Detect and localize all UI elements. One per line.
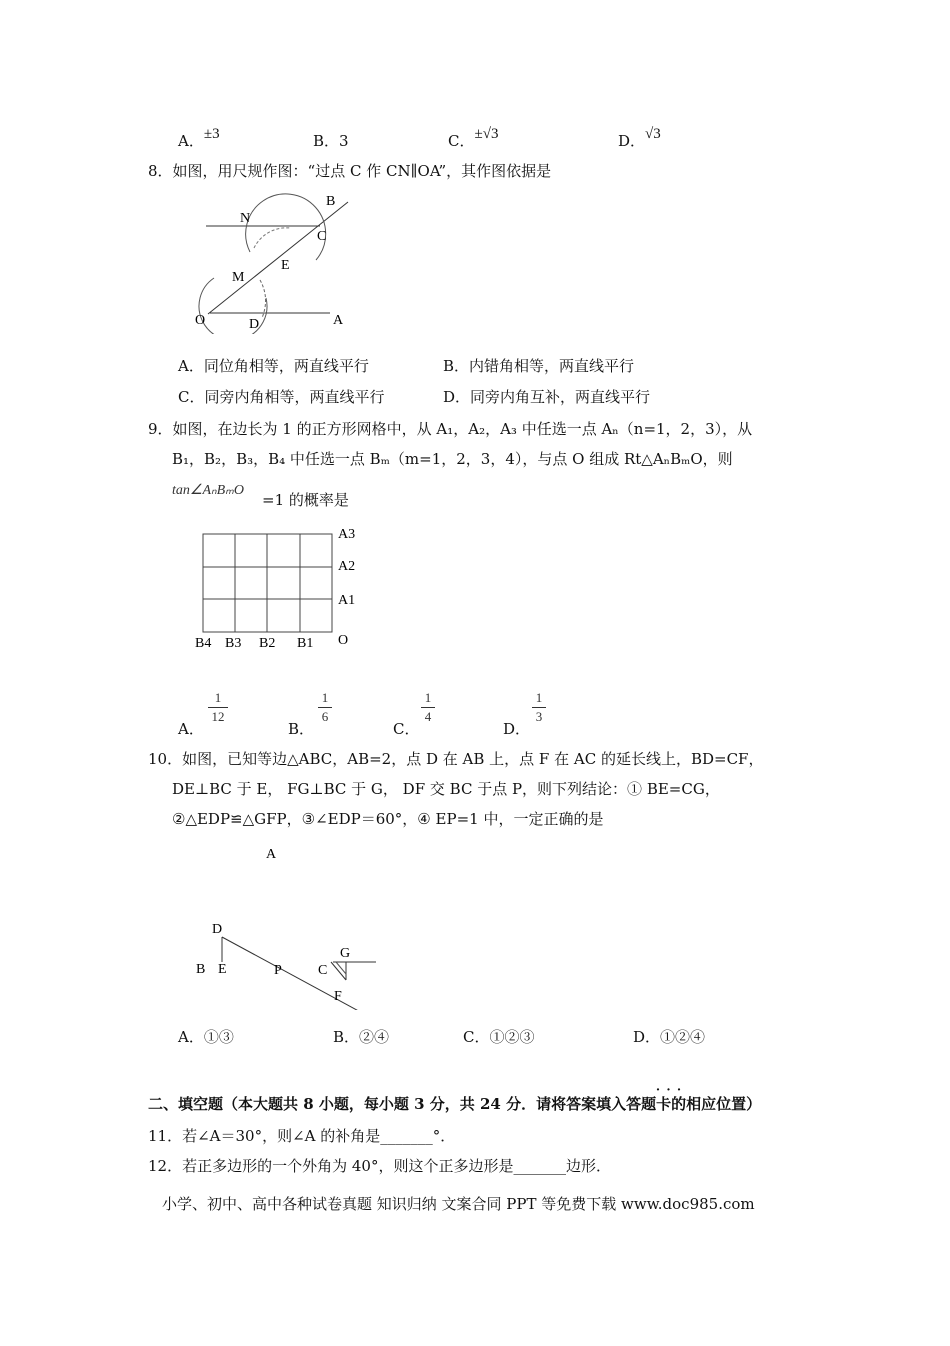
label-c: C	[318, 963, 328, 978]
label-b: B	[196, 962, 206, 977]
q10-option-a: A．①③	[178, 1028, 234, 1046]
q9-line-3: =1 的概率是	[262, 491, 349, 509]
q7-option-a-label: A．	[178, 132, 204, 150]
q8-option-c: C．同旁内角相等，两直线平行	[178, 388, 385, 406]
q10-line-2: DE⊥BC 于 E， FG⊥BC 于 G， DF 交 BC 于点 P，则下列结论：① BE=CG，	[172, 780, 720, 798]
q7-option-c-value: ±√3	[474, 126, 499, 142]
label-a: A	[266, 847, 277, 862]
q9-option-b-fraction	[318, 690, 332, 725]
label-g: G	[340, 946, 351, 961]
arc-d	[260, 280, 266, 318]
q9-option-c-fraction	[421, 690, 435, 725]
label-c: C	[317, 229, 327, 244]
q8-option-d: D．同旁内角互补，两直线平行	[443, 388, 651, 406]
arc-e	[254, 228, 290, 248]
q7-option-c	[448, 126, 499, 151]
q7-option-d-label: D．	[618, 132, 646, 150]
q7-option-d-value: √3	[645, 126, 661, 142]
q9-option-a-fraction	[208, 690, 228, 725]
page-footer: 小学、初中、高中各种试卷真题 知识归纳 文案合同 PPT 等免费下载 www.doc985.com	[162, 1195, 755, 1213]
denominator: 6	[321, 709, 329, 724]
segment-c-detail	[336, 962, 346, 974]
q7-option-a	[178, 126, 220, 151]
q8-figure	[190, 188, 360, 334]
q10-line-3: ②△EDP≌△GFP，③∠EDP＝60°，④ EP=1 中，一定正确的是	[172, 810, 604, 828]
label-a3: A3	[338, 527, 356, 542]
label-f: F	[334, 989, 342, 1004]
q7-option-a-value: ±3	[203, 126, 220, 142]
q9-option-d-fraction	[532, 690, 546, 725]
numerator: 1	[321, 690, 329, 705]
label-b1: B1	[297, 636, 314, 651]
section-2-title: 二、填空题（本大题共 8 小题，每小题 3 分，共 24 分．请将答案填入答题卡的相应位置）	[148, 1095, 762, 1113]
label-n: N	[240, 211, 251, 226]
q8-option-a: A．同位角相等，两直线平行	[178, 357, 369, 375]
label-d: D	[249, 317, 260, 332]
denominator: 4	[424, 709, 432, 724]
q9-option-d-label: D．	[503, 720, 531, 738]
label-e: E	[218, 962, 227, 977]
emphasis-dots: ．．．	[656, 1079, 695, 1094]
line-ob	[208, 202, 348, 314]
label-e: E	[281, 258, 290, 273]
q9-line-2: B₁，B₂，B₃，B₄ 中任选一点 Bₘ（m=1，2，3，4），与点 O 组成 Rt△AₙBₘO，则	[172, 450, 733, 468]
q8-text: 8．如图，用尺规作图：“过点 C 作 CN∥OA”，其作图依据是	[148, 162, 552, 180]
numerator: 1	[535, 690, 543, 705]
q10-option-d: D．①②④	[633, 1028, 706, 1046]
q11-text: 11．若∠A＝30°，则∠A 的补角是_______°．	[148, 1127, 456, 1145]
q9-option-c-label: C．	[393, 720, 420, 738]
denominator: 12	[211, 709, 225, 724]
q9-tan-expression: tan∠AₙBₘO	[172, 483, 244, 498]
q12-text: 12．若正多边形的一个外角为 40°，则这个正多边形是_______边形．	[148, 1157, 611, 1175]
q9-line-1: 9．如图，在边长为 1 的正方形网格中，从 A₁，A₂，A₃ 中任选一点 Aₙ（n=1，2，3），从	[148, 420, 753, 438]
label-a1: A1	[338, 593, 356, 608]
q9-option-a-label: A．	[178, 720, 204, 738]
label-d: D	[212, 922, 223, 937]
label-p: P	[274, 963, 282, 978]
numerator: 1	[214, 690, 222, 705]
label-o: O	[338, 633, 349, 648]
label-m: M	[232, 270, 245, 285]
numerator: 1	[424, 690, 432, 705]
q10-option-b: B．②④	[333, 1028, 390, 1046]
q9-grid-figure	[190, 520, 370, 655]
grid	[203, 534, 332, 632]
q8-option-b: B．内错角相等，两直线平行	[443, 357, 635, 375]
label-b2: B2	[259, 636, 276, 651]
q7-option-d	[618, 126, 661, 151]
arc-c	[246, 194, 326, 260]
label-b3: B3	[225, 636, 242, 651]
q10-figure	[190, 840, 390, 1010]
q7-option-c-label: C．	[448, 132, 475, 150]
q9-option-b-label: B．	[288, 720, 315, 738]
label-b4: B4	[195, 636, 212, 651]
q10-option-c: C．①②③	[463, 1028, 535, 1046]
label-a2: A2	[338, 559, 356, 574]
q10-line-1: 10．如图，已知等边△ABC，AB=2，点 D 在 AB 上，点 F 在 AC 的延长线上，BD=CF，	[148, 750, 764, 768]
label-b: B	[326, 194, 336, 209]
denominator: 3	[535, 709, 543, 724]
label-o: O	[195, 313, 206, 328]
label-a: A	[333, 313, 344, 328]
q7-option-b: B．3	[313, 132, 349, 150]
